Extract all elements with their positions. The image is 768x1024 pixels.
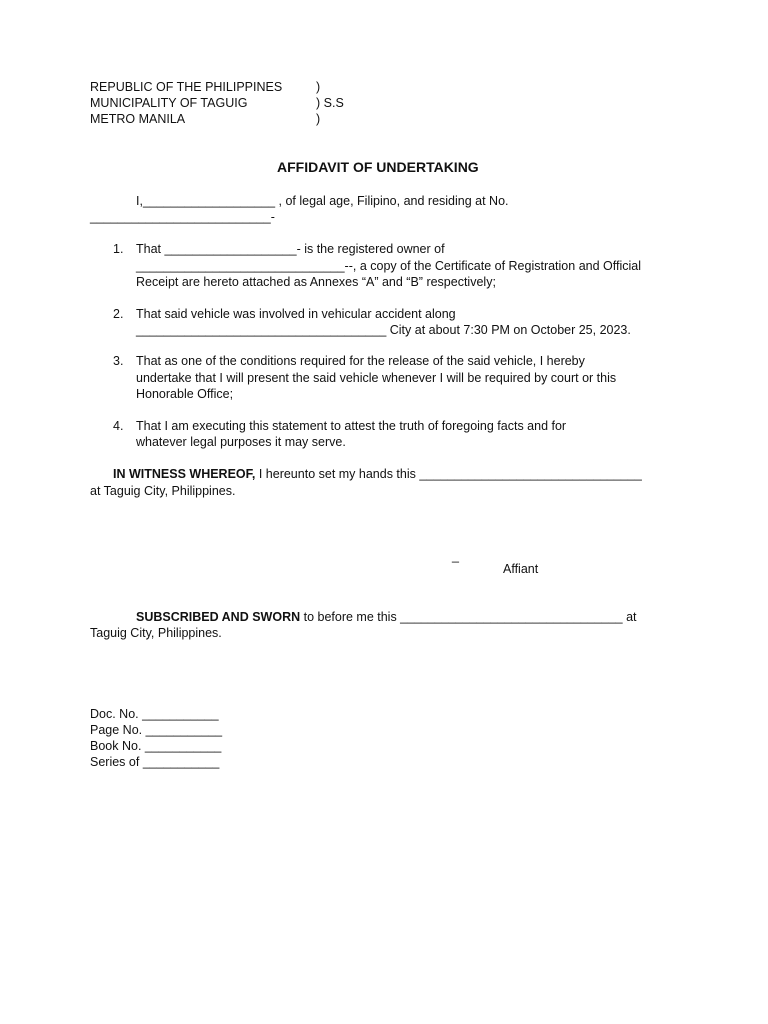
item-4-line-2: whatever legal purposes it may serve. — [136, 435, 346, 449]
sworn-line-1 — [136, 609, 637, 625]
witness-text: I hereunto set my hands this ________________________________ — [255, 467, 642, 481]
page-no: Page No. ___________ — [90, 723, 223, 737]
item-number: 1. — [113, 242, 124, 256]
venue-municipality: MUNICIPALITY OF TAGUIG — [90, 96, 248, 110]
intro-line-2: __________________________- — [90, 210, 275, 224]
witness-heading: IN WITNESS WHEREOF, — [113, 467, 256, 481]
item-number: 2. — [113, 307, 124, 321]
item-number: 4. — [113, 419, 124, 433]
item-1-line-2: ______________________________--, a copy of the Certificate of Registration and Official — [136, 259, 641, 273]
item-1-line-3: Receipt are hereto attached as Annexes “A” and “B” respectively; — [136, 275, 496, 289]
doc-no: Doc. No. ___________ — [90, 707, 219, 721]
document-title: AFFIDAVIT OF UNDERTAKING — [277, 159, 479, 175]
witness-line-2: at Taguig City, Philippines. — [90, 484, 236, 498]
series-blank: ___________ — [142, 755, 220, 769]
signature-line: _ — [452, 549, 459, 563]
venue-paren-1: ) — [316, 80, 321, 94]
sworn-heading: SUBSCRIBED AND SWORN — [136, 610, 301, 624]
item-4-line-1: That I am executing this statement to attest the truth of foregoing facts and for — [136, 419, 567, 433]
venue-paren-3: ) — [316, 112, 321, 126]
item-1-line-1: That ___________________- is the registered owner of — [136, 242, 445, 256]
affiant-label: Affiant — [503, 562, 539, 576]
item-number: 3. — [113, 354, 124, 368]
series-label: Series of — [90, 755, 143, 769]
witness-line-1 — [113, 466, 642, 482]
sworn-text: to before me this ________________________________ at — [300, 610, 637, 624]
sworn-line-2: Taguig City, Philippines. — [90, 626, 222, 640]
book-no: Book No. ___________ — [90, 739, 222, 753]
venue-ss: ) S.S — [316, 96, 344, 110]
item-3-line-3: Honorable Office; — [136, 387, 234, 401]
item-2-line-1: That said vehicle was involved in vehicular accident along — [136, 307, 456, 321]
item-3-line-1: That as one of the conditions required for the release of the said vehicle, I hereby — [136, 354, 585, 368]
series-of — [90, 754, 219, 770]
item-3-line-2: undertake that I will present the said vehicle whenever I will be required by court or this — [136, 371, 617, 385]
venue-country: REPUBLIC OF THE PHILIPPINES — [90, 80, 283, 94]
intro-line-1: I,___________________ , of legal age, Filipino, and residing at No. — [136, 194, 509, 208]
item-2-line-2: ____________________________________ City at about 7:30 PM on October 25, 2023. — [136, 323, 631, 337]
venue-region: METRO MANILA — [90, 112, 186, 126]
